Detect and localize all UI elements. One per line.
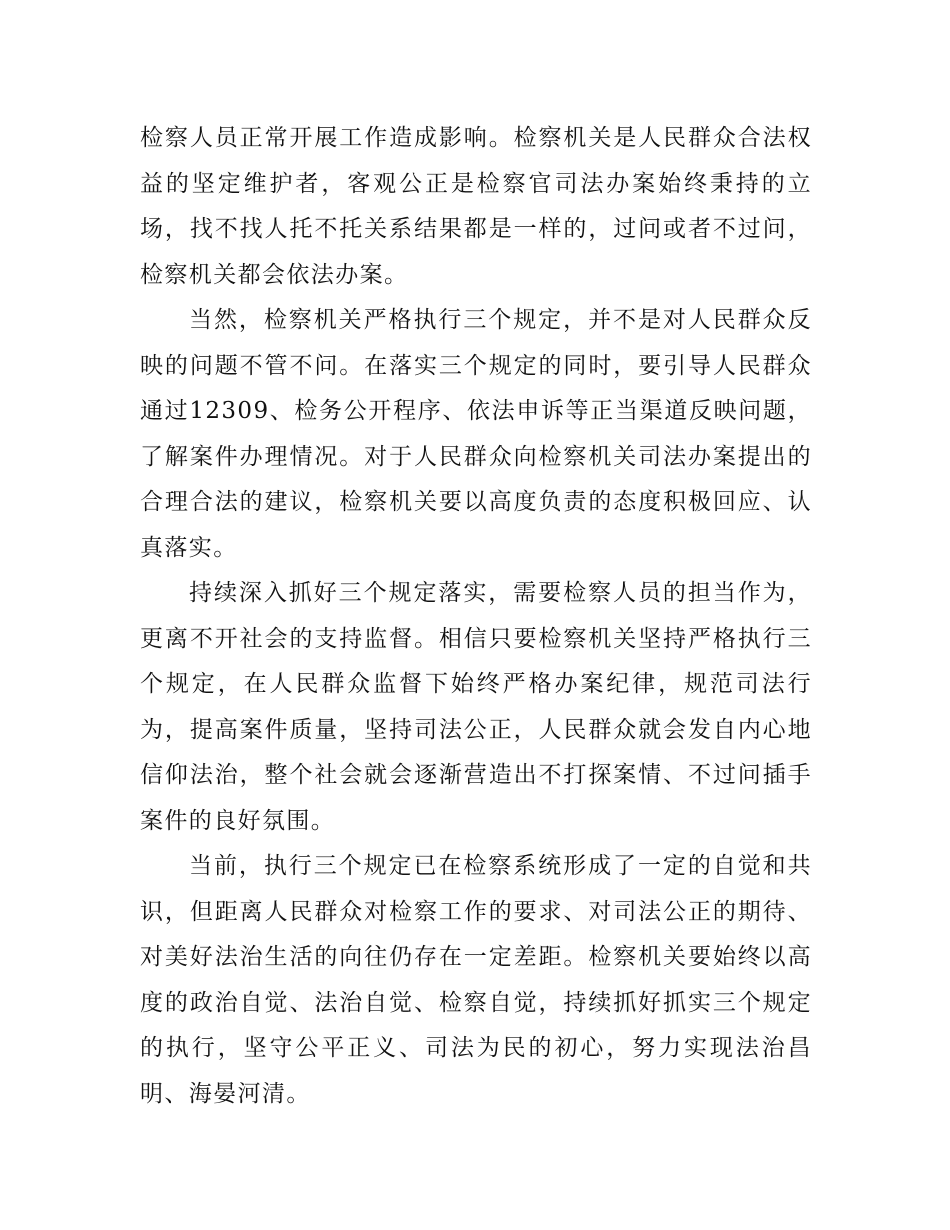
text-line: 检察机关都会依法办案。 [140,261,409,288]
text-line: 映的问题不管不问。在落实三个规定的同时，要引导人民群众 [140,352,812,379]
text-line: 益的坚定维护者，客观公正是检察官司法办案始终秉持的立 [140,170,812,197]
text-line: 信仰法治，整个社会就会逐渐营造出不打探案情、不过问插手 [140,762,812,788]
text-line: 明、海晏河清。 [140,1080,311,1107]
text-line: 真落实。 [140,534,238,561]
document-body [140,116,812,1117]
text-line: 的执行，坚守公平正义、司法为民的初心，努力实现法治昌 [140,1035,812,1061]
paragraph-4 [140,844,812,1117]
paragraph-3 [140,571,812,844]
text-line: 为，提高案件质量，坚持司法公正，人民群众就会发自内心地 [140,716,812,743]
text-line: 持续深入抓好三个规定落实，需要检察人员的担当作为， [189,580,812,606]
text-line: 场，找不找人托不托关系结果都是一样的，过问或者不过问， [140,216,812,242]
text-line: 度的政治自觉、法治自觉、检察自觉，持续抓好抓实三个规定 [140,989,812,1016]
text-line: 合理合法的建议，检察机关要以高度负责的态度积极回应、认 [140,489,812,515]
text-line: 个规定，在人民群众监督下始终严格办案纪律，规范司法行 [140,671,812,697]
text-line: 案件的良好氛围。 [140,807,336,834]
text-line: 了解案件办理情况。对于人民群众向检察机关司法办案提出的 [140,443,812,470]
text-line: 更离不开社会的支持监督。相信只要检察机关坚持严格执行三 [140,625,812,652]
paragraph-1 [140,116,812,298]
paragraph-2 [140,298,812,571]
text-line: 检察人员正常开展工作造成影响。检察机关是人民群众合法权 [140,125,812,151]
text-line: 对美好法治生活的向往仍存在一定差距。检察机关要始终以高 [140,944,812,970]
text-line: 识，但距离人民群众对检察工作的要求、对司法公正的期待、 [140,898,812,925]
text-line: 当前，执行三个规定已在检察系统形成了一定的自觉和共 [189,853,812,879]
text-line: 当然，检察机关严格执行三个规定，并不是对人民群众反 [189,307,812,333]
text-line: 通过12309、检务公开程序、依法申诉等正当渠道反映问题， [140,398,812,424]
